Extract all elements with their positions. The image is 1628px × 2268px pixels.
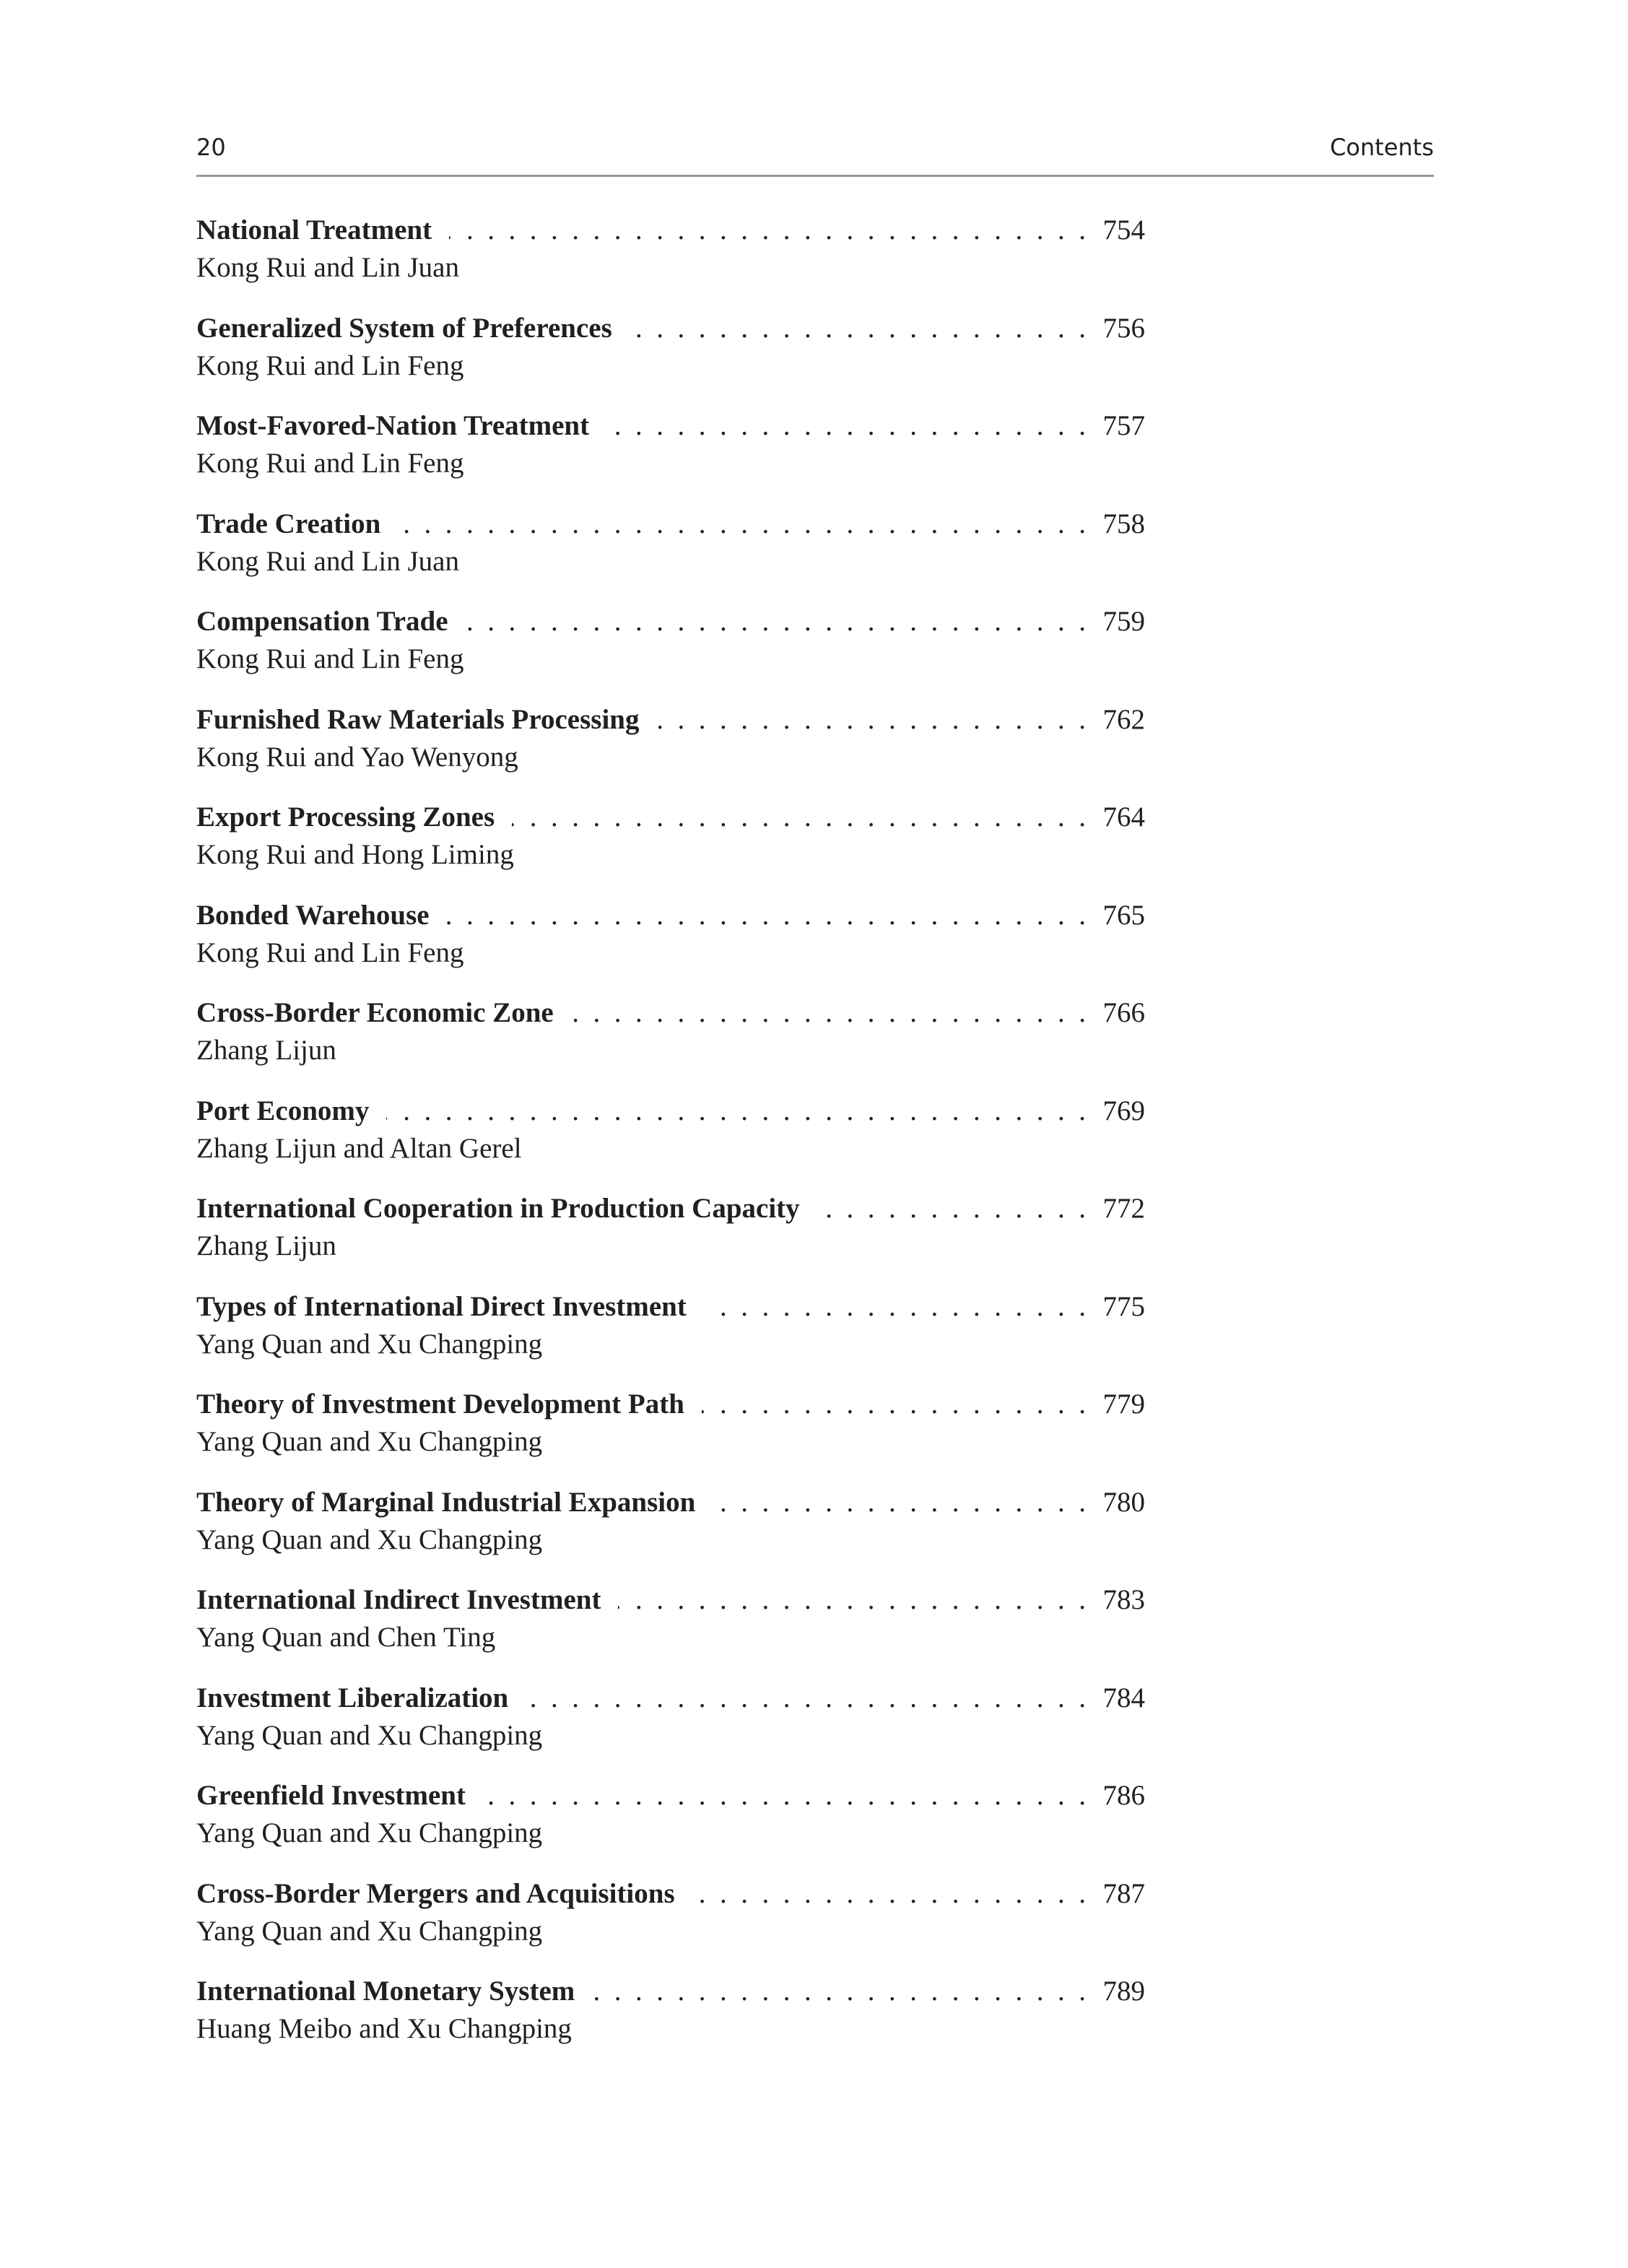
- dot-leader: [449, 212, 1086, 249]
- toc-entry-title[interactable]: International Monetary System: [196, 1976, 575, 2007]
- toc-entry-authors: Yang Quan and Xu Changping: [196, 1915, 543, 1947]
- toc-entry[interactable]: [196, 1092, 1145, 1191]
- dot-leader: [630, 310, 1086, 347]
- dot-leader: [618, 1581, 1086, 1619]
- toc-entry[interactable]: [196, 310, 1145, 408]
- toc-entry-page-number[interactable]: 757: [1102, 410, 1145, 441]
- toc-entry-title[interactable]: Cross-Border Mergers and Acquisitions: [196, 1877, 675, 1909]
- toc-entry[interactable]: [196, 407, 1145, 505]
- toc-entry[interactable]: [196, 897, 1145, 995]
- toc-entry-title[interactable]: Types of International Direct Investment: [196, 1290, 687, 1322]
- toc-entry-line: [196, 212, 1145, 249]
- page-header: [196, 131, 1434, 163]
- dot-leader: [447, 897, 1086, 934]
- toc-entry-line: [196, 603, 1145, 640]
- toc-entry-page-number[interactable]: 764: [1102, 801, 1145, 833]
- toc-entry-title[interactable]: Most-Favored-Nation Treatment: [196, 410, 590, 441]
- toc-entry-authors: Kong Rui and Lin Feng: [196, 448, 464, 479]
- dot-leader: [702, 1386, 1086, 1423]
- toc-entry-line: [196, 799, 1145, 836]
- toc-entry-authors: Yang Quan and Xu Changping: [196, 1719, 543, 1751]
- toc-entry-line: [196, 1092, 1145, 1130]
- toc-entry-title[interactable]: Port Economy: [196, 1095, 370, 1126]
- toc-entry-authors: Kong Rui and Lin Juan: [196, 252, 459, 283]
- toc-entry-page-number[interactable]: 786: [1102, 1780, 1145, 1811]
- toc-entry-authors: Huang Meibo and Xu Changping: [196, 2013, 572, 2044]
- toc-entry[interactable]: [196, 994, 1145, 1092]
- toc-entry-authors: Zhang Lijun and Altan Gerel: [196, 1132, 522, 1164]
- toc-entry[interactable]: [196, 1875, 1145, 1973]
- toc-entry-line: [196, 1288, 1145, 1326]
- toc-entry-line: [196, 1875, 1145, 1913]
- toc-entry-line: [196, 1680, 1145, 1717]
- toc-entry-page-number[interactable]: 766: [1102, 997, 1145, 1028]
- toc-entry-line: [196, 1386, 1145, 1423]
- dot-leader: [657, 701, 1087, 739]
- toc-entry-title[interactable]: International Indirect Investment: [196, 1584, 601, 1615]
- toc-entry-title[interactable]: Cross-Border Economic Zone: [196, 997, 554, 1028]
- toc-entry-line: [196, 407, 1145, 445]
- toc-entry[interactable]: [196, 701, 1145, 799]
- toc-entry-title[interactable]: National Treatment: [196, 214, 432, 246]
- toc-entry-title[interactable]: Export Processing Zones: [196, 801, 495, 833]
- toc-entry-page-number[interactable]: 789: [1102, 1976, 1145, 2007]
- toc-entry-line: [196, 1581, 1145, 1619]
- dot-leader: [704, 1288, 1086, 1326]
- header-rule: [196, 175, 1434, 177]
- toc-entry-authors: Kong Rui and Lin Feng: [196, 937, 464, 968]
- toc-entry[interactable]: [196, 1386, 1145, 1484]
- dot-leader: [466, 603, 1086, 640]
- dot-leader: [713, 1484, 1086, 1521]
- toc-entry-line: [196, 1973, 1145, 2010]
- toc-entry-title[interactable]: Greenfield Investment: [196, 1780, 466, 1811]
- toc-entry-line: [196, 1190, 1145, 1228]
- dot-leader: [606, 407, 1086, 445]
- toc-entry-page-number[interactable]: 769: [1102, 1095, 1145, 1126]
- dot-leader: [817, 1190, 1086, 1228]
- toc-entry-authors: Yang Quan and Xu Changping: [196, 1524, 543, 1555]
- dot-leader: [592, 1973, 1086, 2010]
- toc-entry[interactable]: [196, 1973, 1145, 2071]
- dot-leader: [692, 1875, 1086, 1913]
- toc-entry-page-number[interactable]: 784: [1102, 1682, 1145, 1713]
- toc-entry-page-number[interactable]: 758: [1102, 508, 1145, 539]
- toc-entry-page-number[interactable]: 772: [1102, 1193, 1145, 1224]
- toc-entry-authors: Kong Rui and Hong Liming: [196, 839, 514, 870]
- toc-entry-page-number[interactable]: 779: [1102, 1389, 1145, 1420]
- toc-entry-line: [196, 897, 1145, 934]
- toc-entry-line: [196, 701, 1145, 739]
- toc-entry-title[interactable]: Compensation Trade: [196, 606, 448, 637]
- toc-entry[interactable]: [196, 1288, 1145, 1386]
- table-of-contents: [196, 212, 1145, 2071]
- toc-entry-line: [196, 994, 1145, 1032]
- toc-entry-authors: Yang Quan and Xu Changping: [196, 1426, 543, 1457]
- dot-leader: [483, 1777, 1086, 1815]
- toc-entry-title[interactable]: Bonded Warehouse: [196, 899, 430, 931]
- toc-entry[interactable]: [196, 1680, 1145, 1778]
- dot-leader: [571, 994, 1086, 1032]
- toc-entry-title[interactable]: Investment Liberalization: [196, 1682, 509, 1713]
- toc-entry-line: [196, 310, 1145, 347]
- toc-entry-page-number[interactable]: 787: [1102, 1877, 1145, 1909]
- toc-entry-title[interactable]: Theory of Investment Development Path: [196, 1389, 684, 1420]
- toc-entry-page-number[interactable]: 762: [1102, 703, 1145, 735]
- toc-entry-page-number[interactable]: 783: [1102, 1584, 1145, 1615]
- toc-entry-page-number[interactable]: 754: [1102, 214, 1145, 246]
- toc-entry-page-number[interactable]: 756: [1102, 312, 1145, 344]
- toc-entry[interactable]: [196, 1190, 1145, 1288]
- running-head: Contents: [1330, 134, 1434, 161]
- toc-entry[interactable]: [196, 212, 1145, 310]
- toc-entry-authors: Zhang Lijun: [196, 1230, 336, 1261]
- toc-entry-title[interactable]: Trade Creation: [196, 508, 381, 539]
- toc-entry-page-number[interactable]: 759: [1102, 606, 1145, 637]
- toc-entry-authors: Yang Quan and Chen Ting: [196, 1622, 496, 1653]
- toc-entry-line: [196, 505, 1145, 543]
- toc-entry-title[interactable]: International Cooperation in Production Capacity: [196, 1193, 800, 1224]
- dot-leader: [526, 1680, 1086, 1717]
- toc-entry-authors: Yang Quan and Xu Changping: [196, 1817, 543, 1848]
- toc-entry[interactable]: [196, 1484, 1145, 1582]
- toc-entry-authors: Kong Rui and Lin Feng: [196, 643, 464, 674]
- toc-entry-page-number[interactable]: 765: [1102, 899, 1145, 931]
- toc-entry-authors: Kong Rui and Lin Feng: [196, 349, 464, 381]
- toc-entry-line: [196, 1484, 1145, 1521]
- toc-entry-page-number[interactable]: 780: [1102, 1486, 1145, 1518]
- toc-entry[interactable]: [196, 799, 1145, 897]
- toc-entry[interactable]: [196, 505, 1145, 604]
- toc-entry-title[interactable]: Generalized System of Preferences: [196, 312, 612, 344]
- toc-entry-title[interactable]: Furnished Raw Materials Processing: [196, 703, 640, 735]
- toc-entry-authors: Yang Quan and Xu Changping: [196, 1328, 543, 1360]
- dot-leader: [386, 1092, 1086, 1130]
- toc-entry-authors: Zhang Lijun: [196, 1035, 336, 1066]
- toc-entry[interactable]: [196, 1777, 1145, 1875]
- dot-leader: [398, 505, 1086, 543]
- toc-entry[interactable]: [196, 603, 1145, 701]
- toc-entry-line: [196, 1777, 1145, 1815]
- toc-entry-page-number[interactable]: 775: [1102, 1290, 1145, 1322]
- page-number: 20: [196, 134, 226, 161]
- toc-entry-authors: Kong Rui and Lin Juan: [196, 545, 459, 577]
- toc-entry[interactable]: [196, 1581, 1145, 1680]
- dot-leader: [512, 799, 1086, 836]
- toc-entry-title[interactable]: Theory of Marginal Industrial Expansion: [196, 1486, 696, 1518]
- toc-entry-authors: Kong Rui and Yao Wenyong: [196, 741, 518, 773]
